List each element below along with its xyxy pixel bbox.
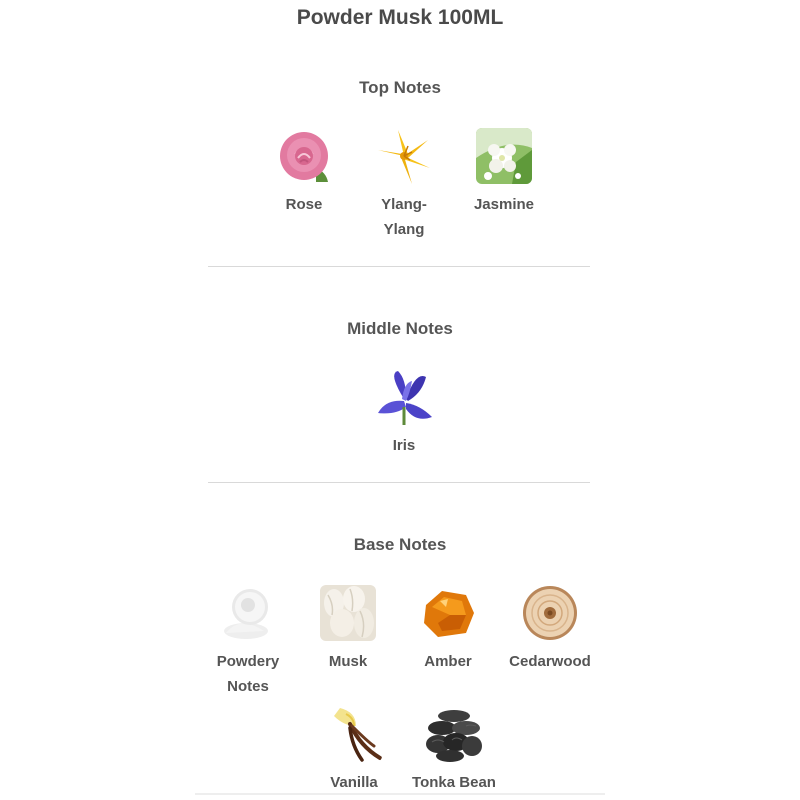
note-label: Ylang- Ylang — [381, 196, 427, 238]
note-musk — [298, 585, 398, 674]
note-cedarwood — [500, 585, 600, 674]
note-tonka-bean — [404, 706, 504, 795]
note-ylang-ylang — [354, 128, 454, 242]
note-label: Cedarwood — [509, 653, 591, 670]
note-label: Musk — [328, 653, 368, 670]
top-notes-heading: Top Notes — [359, 78, 441, 97]
bottom-border — [195, 793, 605, 795]
middle-notes-heading: Middle Notes — [347, 319, 453, 338]
rose-icon — [276, 128, 332, 184]
note-label: Tonka Bean — [412, 774, 496, 791]
jasmine-icon — [476, 128, 532, 184]
iris-icon — [376, 369, 432, 425]
note-label: Iris — [392, 437, 416, 454]
note-powdery-notes — [198, 585, 298, 699]
note-label: Vanilla — [330, 774, 378, 791]
amber-icon — [420, 585, 476, 641]
ylang-ylang-icon — [376, 128, 432, 184]
note-label: Amber — [424, 653, 472, 670]
note-vanilla — [304, 706, 404, 795]
vanilla-icon — [326, 706, 382, 762]
section-divider — [208, 266, 590, 267]
note-label: Jasmine — [473, 196, 535, 213]
note-iris — [354, 369, 454, 458]
powder-icon — [220, 585, 276, 641]
tonka-bean-icon — [426, 706, 482, 762]
note-rose — [254, 128, 354, 217]
note-label: Rose — [285, 196, 323, 213]
cedarwood-icon — [522, 585, 578, 641]
note-jasmine — [454, 128, 554, 217]
page-title: Powder Musk 100ML — [296, 6, 504, 29]
musk-icon — [320, 585, 376, 641]
section-divider — [208, 482, 590, 483]
note-amber — [398, 585, 498, 674]
base-notes-heading: Base Notes — [353, 535, 447, 554]
note-label: Powdery Notes — [216, 653, 280, 695]
